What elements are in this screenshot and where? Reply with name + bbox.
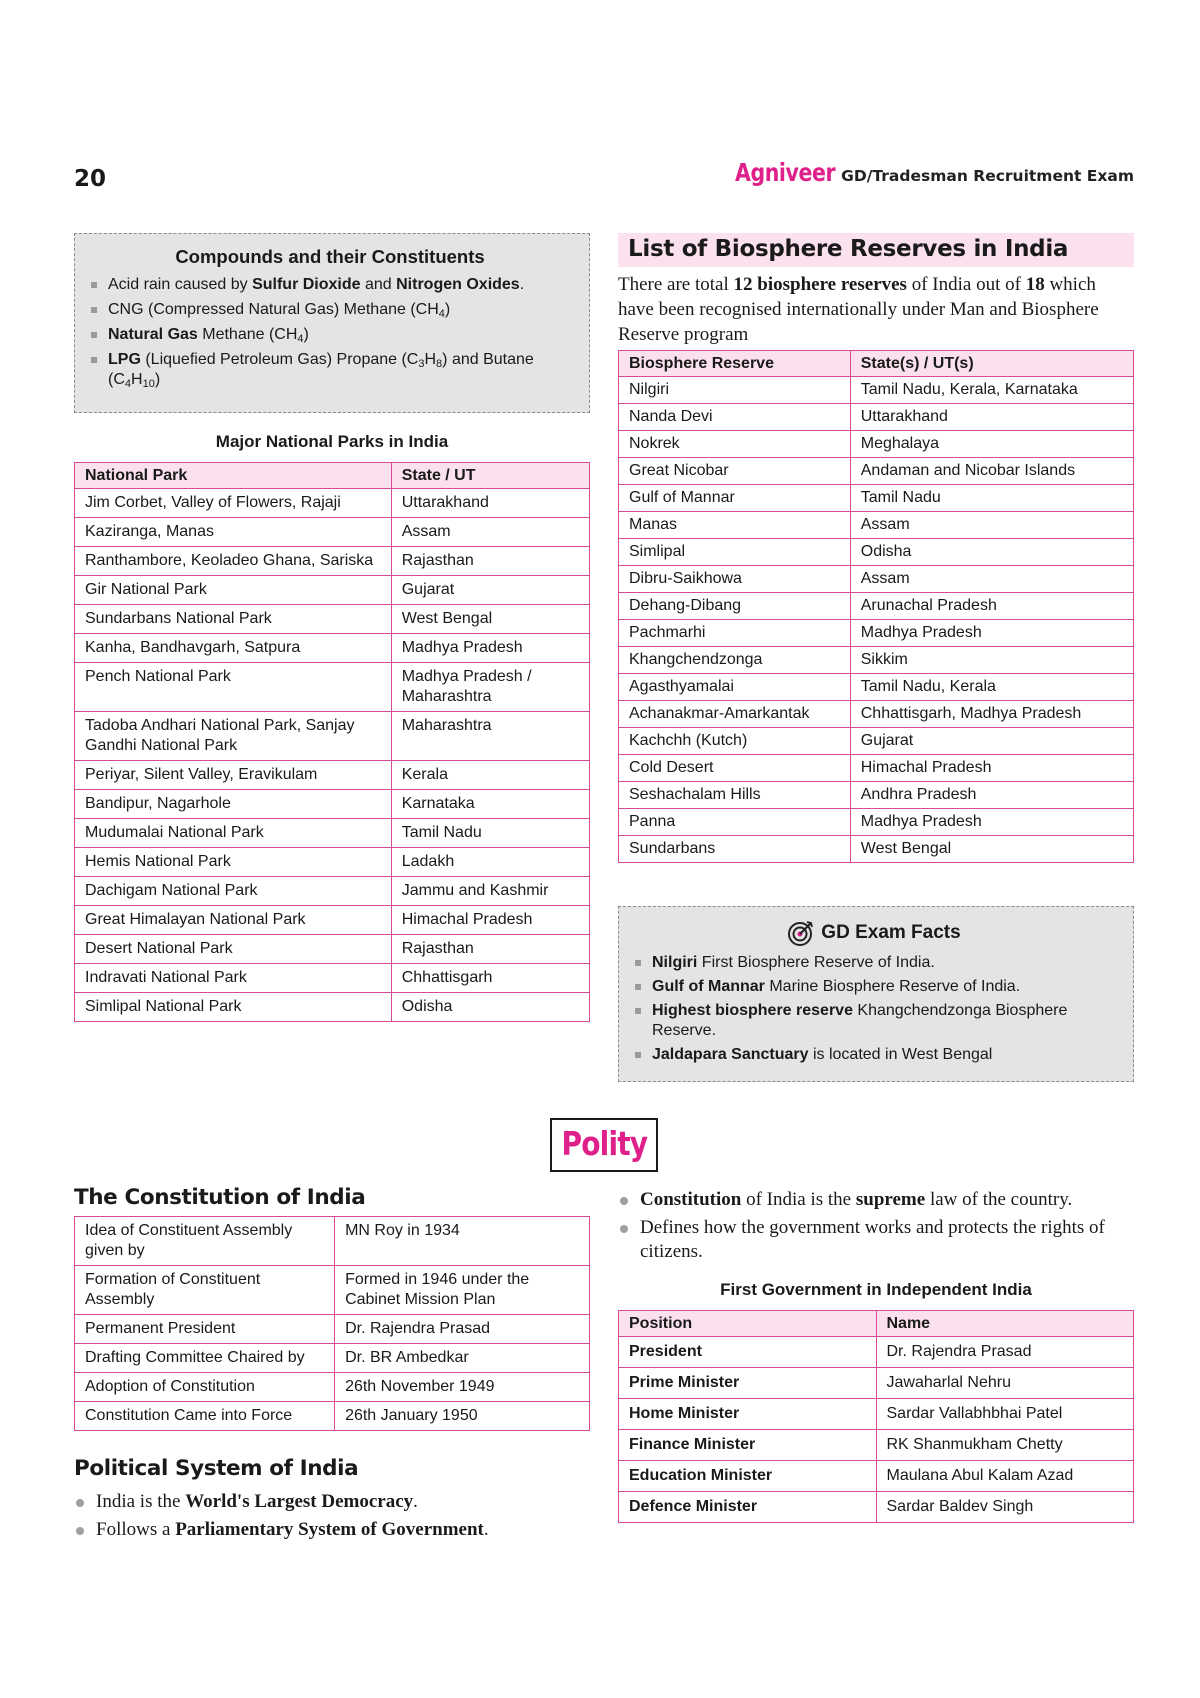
table-cell: Jammu and Kashmir bbox=[391, 877, 589, 906]
table-cell: Seshachalam Hills bbox=[619, 782, 851, 809]
table-row bbox=[619, 485, 1134, 512]
table-row bbox=[75, 489, 590, 518]
table-cell: Drafting Committee Chaired by bbox=[75, 1344, 335, 1373]
table-cell: Panna bbox=[619, 809, 851, 836]
list-item: Constitution of India is the supreme law of the country. bbox=[618, 1188, 1138, 1212]
table-cell: Maharashtra bbox=[391, 712, 589, 761]
table-row bbox=[619, 593, 1134, 620]
table-cell: Manas bbox=[619, 512, 851, 539]
table-cell: Desert National Park bbox=[75, 935, 392, 964]
biosphere-intro: There are total 12 biosphere reserves of India out of 18 which have been recognised internationally under Man and Biosphere Reserve program bbox=[618, 274, 1099, 345]
table-row bbox=[75, 1217, 590, 1266]
table-cell: Hemis National Park bbox=[75, 848, 392, 877]
table-cell: Sundarbans bbox=[619, 836, 851, 863]
table-cell: Maulana Abul Kalam Azad bbox=[876, 1461, 1134, 1492]
table-row bbox=[619, 836, 1134, 863]
table-cell: Simlipal National Park bbox=[75, 993, 392, 1022]
table-row bbox=[619, 1337, 1134, 1368]
table-cell: Great Nicobar bbox=[619, 458, 851, 485]
table-row bbox=[619, 512, 1134, 539]
list-item: Nilgiri First Biosphere Reserve of India. bbox=[633, 953, 1115, 973]
section-title-polity: Polity bbox=[550, 1118, 658, 1172]
exam-facts-title: GD Exam Facts bbox=[821, 922, 961, 943]
table-cell: Indravati National Park bbox=[75, 964, 392, 993]
table-cell: Madhya Pradesh bbox=[391, 634, 589, 663]
table-row bbox=[75, 663, 590, 712]
table-row bbox=[619, 782, 1134, 809]
table-cell: Dr. Rajendra Prasad bbox=[876, 1337, 1134, 1368]
table-cell: Tamil Nadu, Kerala, Karnataka bbox=[850, 377, 1133, 404]
table-cell: Tamil Nadu bbox=[391, 819, 589, 848]
table-row bbox=[619, 728, 1134, 755]
table-cell: Meghalaya bbox=[850, 431, 1133, 458]
table-cell: Sikkim bbox=[850, 647, 1133, 674]
table-cell: Assam bbox=[391, 518, 589, 547]
table-cell: Chhattisgarh, Madhya Pradesh bbox=[850, 701, 1133, 728]
exam-facts-header bbox=[633, 919, 1115, 947]
table-cell: RK Shanmukham Chetty bbox=[876, 1430, 1134, 1461]
biosphere-title: List of Biosphere Reserves in India bbox=[618, 233, 1134, 267]
table-cell: Agasthyamalai bbox=[619, 674, 851, 701]
table-row bbox=[75, 877, 590, 906]
table-header-row bbox=[619, 351, 1134, 377]
table-row bbox=[619, 458, 1134, 485]
table-row bbox=[619, 1430, 1134, 1461]
table-cell: Sardar Baldev Singh bbox=[876, 1492, 1134, 1523]
table-row bbox=[619, 620, 1134, 647]
table-cell: Himachal Pradesh bbox=[391, 906, 589, 935]
constitution-points-list bbox=[618, 1188, 1138, 1268]
column-header: National Park bbox=[75, 463, 392, 489]
table-row bbox=[619, 539, 1134, 566]
table-cell: Assam bbox=[850, 512, 1133, 539]
table-cell: Khangchendzonga bbox=[619, 647, 851, 674]
table-cell: Rajasthan bbox=[391, 547, 589, 576]
running-header bbox=[713, 158, 1134, 187]
table-cell: Mudumalai National Park bbox=[75, 819, 392, 848]
table-cell: Defence Minister bbox=[619, 1492, 877, 1523]
table-cell: Tadoba Andhari National Park, Sanjay Gandhi National Park bbox=[75, 712, 392, 761]
table-cell: 26th November 1949 bbox=[335, 1373, 590, 1402]
list-item: Highest biosphere reserve Khangchendzonga Biosphere Reserve. bbox=[633, 1001, 1115, 1041]
constitution-table bbox=[74, 1216, 590, 1431]
table-cell: Periyar, Silent Valley, Eravikulam bbox=[75, 761, 392, 790]
exam-title: GD/Tradesman Recruitment Exam bbox=[841, 167, 1134, 185]
table-row bbox=[75, 712, 590, 761]
list-item: CNG (Compressed Natural Gas) Methane $(CH_4)$ bbox=[89, 300, 571, 320]
biosphere-section bbox=[618, 350, 1134, 863]
list-item: Natural Gas Methane $(CH_4)$ bbox=[89, 325, 571, 345]
table-row bbox=[75, 761, 590, 790]
table-row bbox=[75, 993, 590, 1022]
table-cell: Assam bbox=[850, 566, 1133, 593]
table-row bbox=[619, 566, 1134, 593]
table-cell: Sardar Vallabhbhai Patel bbox=[876, 1399, 1134, 1430]
first-government-table bbox=[618, 1310, 1134, 1523]
column-header: State(s) / UT(s) bbox=[850, 351, 1133, 377]
table-row bbox=[619, 431, 1134, 458]
table-cell: Nanda Devi bbox=[619, 404, 851, 431]
table-row bbox=[75, 1266, 590, 1315]
compounds-box bbox=[74, 233, 590, 413]
table-cell: Nilgiri bbox=[619, 377, 851, 404]
list-item: India is the World's Largest Democracy. bbox=[74, 1490, 590, 1514]
national-parks-caption: Major National Parks in India bbox=[215, 432, 449, 451]
table-cell: West Bengal bbox=[391, 605, 589, 634]
table-row bbox=[75, 848, 590, 877]
table-cell: Kanha, Bandhavgarh, Satpura bbox=[75, 634, 392, 663]
table-cell: Kachchh (Kutch) bbox=[619, 728, 851, 755]
table-cell: Formation of Constituent Assembly bbox=[75, 1266, 335, 1315]
table-cell: Idea of Constituent Assembly given by bbox=[75, 1217, 335, 1266]
table-cell: Chhattisgarh bbox=[391, 964, 589, 993]
table-cell: Pench National Park bbox=[75, 663, 392, 712]
table-row bbox=[75, 1315, 590, 1344]
table-cell: Madhya Pradesh bbox=[850, 809, 1133, 836]
table-row bbox=[619, 809, 1134, 836]
table-cell: Dehang-Dibang bbox=[619, 593, 851, 620]
table-cell: Tamil Nadu, Kerala bbox=[850, 674, 1133, 701]
table-cell: Gujarat bbox=[391, 576, 589, 605]
target-icon bbox=[787, 919, 815, 947]
national-parks-table bbox=[74, 462, 590, 1022]
table-row bbox=[619, 1399, 1134, 1430]
column-header: Name bbox=[876, 1311, 1134, 1337]
table-row bbox=[619, 404, 1134, 431]
table-cell: Arunachal Pradesh bbox=[850, 593, 1133, 620]
table-cell: Sundarbans National Park bbox=[75, 605, 392, 634]
compounds-title: Compounds and their Constituents bbox=[175, 246, 485, 267]
compounds-list bbox=[89, 275, 571, 390]
table-cell: 26th January 1950 bbox=[335, 1402, 590, 1431]
table-row bbox=[619, 647, 1134, 674]
table-cell: Permanent President bbox=[75, 1315, 335, 1344]
table-row bbox=[619, 701, 1134, 728]
table-cell: Prime Minister bbox=[619, 1368, 877, 1399]
table-cell: Odisha bbox=[391, 993, 589, 1022]
table-cell: Dr. BR Ambedkar bbox=[335, 1344, 590, 1373]
table-row bbox=[75, 634, 590, 663]
table-row bbox=[75, 518, 590, 547]
table-row bbox=[75, 819, 590, 848]
table-cell: Madhya Pradesh / Maharashtra bbox=[391, 663, 589, 712]
table-cell: Madhya Pradesh bbox=[850, 620, 1133, 647]
table-cell: Finance Minister bbox=[619, 1430, 877, 1461]
table-cell: Rajasthan bbox=[391, 935, 589, 964]
table-cell: Jawaharlal Nehru bbox=[876, 1368, 1134, 1399]
table-cell: Gujarat bbox=[850, 728, 1133, 755]
table-cell: Home Minister bbox=[619, 1399, 877, 1430]
table-cell: Achanakmar-Amarkantak bbox=[619, 701, 851, 728]
list-item: Gulf of Mannar Marine Biosphere Reserve of India. bbox=[633, 977, 1115, 997]
table-cell: Gulf of Mannar bbox=[619, 485, 851, 512]
table-cell: Adoption of Constitution bbox=[75, 1373, 335, 1402]
column-header: Biosphere Reserve bbox=[619, 351, 851, 377]
list-item: Jaldapara Sanctuary is located in West Bengal bbox=[633, 1045, 1115, 1065]
column-header: Position bbox=[619, 1311, 877, 1337]
table-cell: Dr. Rajendra Prasad bbox=[335, 1315, 590, 1344]
exam-facts-box bbox=[618, 906, 1134, 1082]
table-cell: Constitution Came into Force bbox=[75, 1402, 335, 1431]
table-cell: Kerala bbox=[391, 761, 589, 790]
table-cell: Tamil Nadu bbox=[850, 485, 1133, 512]
column-header: State / UT bbox=[391, 463, 589, 489]
table-cell: Ladakh bbox=[391, 848, 589, 877]
table-row bbox=[619, 755, 1134, 782]
table-cell: Uttarakhand bbox=[391, 489, 589, 518]
page-number: 20 bbox=[74, 166, 107, 192]
table-row bbox=[75, 964, 590, 993]
list-item: Acid rain caused by Sulfur Dioxide and Nitrogen Oxides. bbox=[89, 275, 571, 295]
political-system-list bbox=[74, 1490, 590, 1546]
table-cell: Andaman and Nicobar Islands bbox=[850, 458, 1133, 485]
table-row bbox=[75, 547, 590, 576]
first-government-section bbox=[618, 1280, 1134, 1523]
table-row bbox=[619, 377, 1134, 404]
table-cell: Uttarakhand bbox=[850, 404, 1133, 431]
table-header-row bbox=[619, 1311, 1134, 1337]
table-row bbox=[619, 1461, 1134, 1492]
table-cell: MN Roy in 1934 bbox=[335, 1217, 590, 1266]
table-cell: Ranthambore, Keoladeo Ghana, Sariska bbox=[75, 547, 392, 576]
constitution-heading: The Constitution of India bbox=[74, 1185, 366, 1210]
table-row bbox=[75, 790, 590, 819]
table-cell: Formed in 1946 under the Cabinet Mission Plan bbox=[335, 1266, 590, 1315]
political-system-heading: Political System of India bbox=[74, 1456, 359, 1481]
table-row bbox=[619, 1368, 1134, 1399]
table-cell: Pachmarhi bbox=[619, 620, 851, 647]
table-row bbox=[75, 1373, 590, 1402]
table-cell: West Bengal bbox=[850, 836, 1133, 863]
first-government-caption: First Government in Independent India bbox=[720, 1280, 1032, 1299]
biosphere-table bbox=[618, 350, 1134, 863]
table-cell: Great Himalayan National Park bbox=[75, 906, 392, 935]
table-cell: Himachal Pradesh bbox=[850, 755, 1133, 782]
list-item: Defines how the government works and protects the rights of citizens. bbox=[618, 1216, 1138, 1264]
table-row bbox=[75, 935, 590, 964]
table-header-row bbox=[75, 463, 590, 489]
table-cell: President bbox=[619, 1337, 877, 1368]
table-row bbox=[75, 906, 590, 935]
table-row bbox=[75, 1344, 590, 1373]
table-cell: Simlipal bbox=[619, 539, 851, 566]
national-parks-section bbox=[74, 432, 590, 1022]
table-cell: Jim Corbet, Valley of Flowers, Rajaji bbox=[75, 489, 392, 518]
table-row bbox=[75, 605, 590, 634]
table-row bbox=[619, 1492, 1134, 1523]
table-row bbox=[75, 576, 590, 605]
table-cell: Gir National Park bbox=[75, 576, 392, 605]
table-cell: Kaziranga, Manas bbox=[75, 518, 392, 547]
list-item: Follows a Parliamentary System of Government. bbox=[74, 1518, 590, 1542]
table-cell: Karnataka bbox=[391, 790, 589, 819]
table-cell: Nokrek bbox=[619, 431, 851, 458]
table-cell: Odisha bbox=[850, 539, 1133, 566]
exam-facts-list bbox=[633, 953, 1115, 1065]
table-cell: Bandipur, Nagarhole bbox=[75, 790, 392, 819]
constitution-section bbox=[74, 1216, 590, 1431]
table-row bbox=[75, 1402, 590, 1431]
table-cell: Dachigam National Park bbox=[75, 877, 392, 906]
table-row bbox=[619, 674, 1134, 701]
brand-logo: Agniveer bbox=[734, 158, 836, 187]
list-item: LPG (Liquefied Petroleum Gas) Propane $(C_3H_8)$ and Butane $(C_4H_{10})$ bbox=[89, 350, 571, 390]
table-cell: Education Minister bbox=[619, 1461, 877, 1492]
table-cell: Dibru-Saikhowa bbox=[619, 566, 851, 593]
table-cell: Cold Desert bbox=[619, 755, 851, 782]
table-cell: Andhra Pradesh bbox=[850, 782, 1133, 809]
